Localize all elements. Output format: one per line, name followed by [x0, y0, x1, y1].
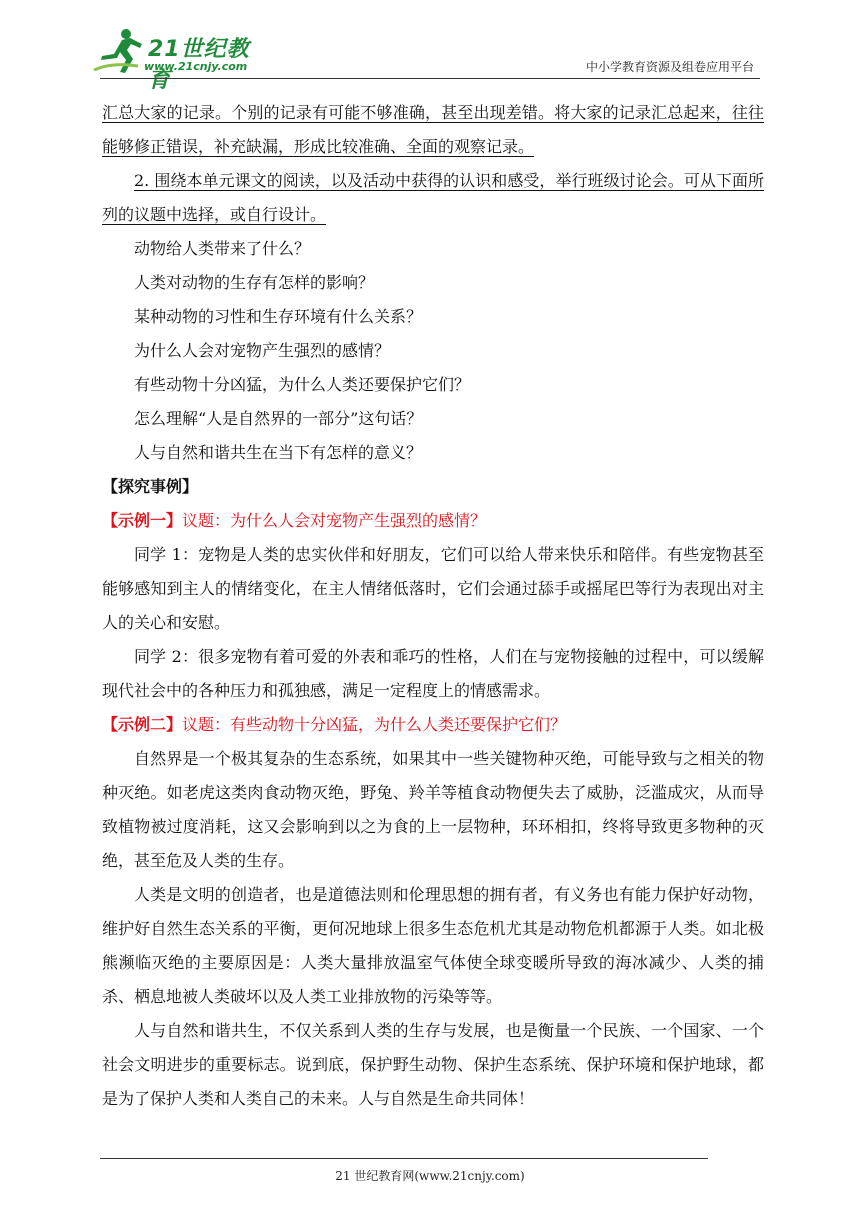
section-title: 【探究事例】 — [102, 477, 199, 496]
example-2-paragraph: 人与自然和谐共生，不仅关系到人类的生存与发展，也是衡量一个民族、一个国家、一个社会文明进步的重要标志。说到底，保护野生动物、保护生态系统、保护环境和保护地球，都是为了保护人类和人类自己的未来。人与自然是生命共同体！ — [102, 1021, 764, 1108]
topic-item: 为什么人会对宠物产生强烈的感情？ — [134, 341, 391, 360]
topic-item: 人与自然和谐共生在当下有怎样的意义？ — [134, 443, 423, 462]
example-label: 【示例一】 — [102, 511, 183, 530]
topic-item: 人类对动物的生存有怎样的影响？ — [134, 273, 375, 292]
example-1-paragraph: 同学 2：很多宠物有着可爱的外表和乖巧的性格，人们在与宠物接触的过程中，可以缓解现代社会中的各种压力和孤独感，满足一定程度上的情感需求。 — [102, 647, 764, 700]
logo-text: 21世纪教育 — [148, 37, 250, 93]
topic-item: 某种动物的习性和生存环境有什么关系？ — [134, 307, 423, 326]
example-2-paragraph: 自然界是一个极其复杂的生态系统，如果其中一些关键物种灭绝，可能导致与之相关的物种灭绝。如老虎这类肉食动物灭绝，野兔、羚羊等植食动物便失去了威胁，泛滥成灾，从而导致植物被过度消耗，这又会影响到以之为食的上一层物种，环环相扣，终将导致更多物种的灭绝，甚至危及人类的生存。 — [102, 749, 764, 870]
runner-logo-icon — [92, 26, 148, 76]
platform-name: 中小学教育资源及组卷应用平台 — [585, 60, 754, 74]
document-body — [102, 96, 764, 1116]
example-1-heading — [102, 504, 764, 538]
underlined-text: 2. 围绕本单元课文的阅读，以及活动中获得的认识和感受，举行班级讨论会。可从下面所列的议题中选择，或自行设计。 — [102, 171, 764, 224]
logo-url: www.21cnjy.com — [144, 60, 248, 73]
topic-item: 有些动物十分凶猛，为什么人类还要保护它们？ — [134, 375, 471, 394]
topic-item: 动物给人类带来了什么？ — [134, 239, 311, 258]
example-topic: 议题：有些动物十分凶猛，为什么人类还要保护它们？ — [182, 715, 567, 734]
paragraph-summary — [102, 96, 764, 164]
footer-text: 21 世纪教育网(www.21cnjy.com) — [335, 1169, 525, 1183]
example-topic: 议题：为什么人会对宠物产生强烈的感情？ — [182, 511, 487, 530]
underlined-text: 汇总大家的记录。个别的记录有可能不够准确，甚至出现差错。将大家的记录汇总起来，往往能够修正错误，补充缺漏，形成比较准确、全面的观察记录。 — [102, 103, 764, 156]
example-label: 【示例二】 — [102, 715, 183, 734]
example-1-paragraph: 同学 1：宠物是人类的忠实伙伴和好朋友，它们可以给人带来快乐和陪伴。有些宠物甚至能够感知到主人的情绪变化，在主人情绪低落时，它们会通过舔手或摇尾巴等行为表现出对主人的关心和安慰。 — [102, 545, 764, 632]
topic-item: 怎么理解“人是自然界的一部分”这句话？ — [134, 409, 423, 428]
example-2-paragraph: 人类是文明的创造者，也是道德法则和伦理思想的拥有者，有义务也有能力保护好动物，维护好自然生态关系的平衡，更何况地球上很多生态危机尤其是动物危机都源于人类。如北极熊濒临灭绝的主要原因是：人类大量排放温室气体使全球变暖所导致的海冰减少、人类的捕杀、栖息地被人类破坏以及人类工业排放物的污染等等。 — [102, 885, 764, 1006]
paragraph-task-2 — [102, 164, 764, 232]
page-header — [0, 0, 860, 93]
logo — [92, 26, 262, 93]
header-divider — [100, 78, 760, 79]
example-2-heading — [102, 708, 764, 742]
footer-divider — [100, 1158, 708, 1159]
